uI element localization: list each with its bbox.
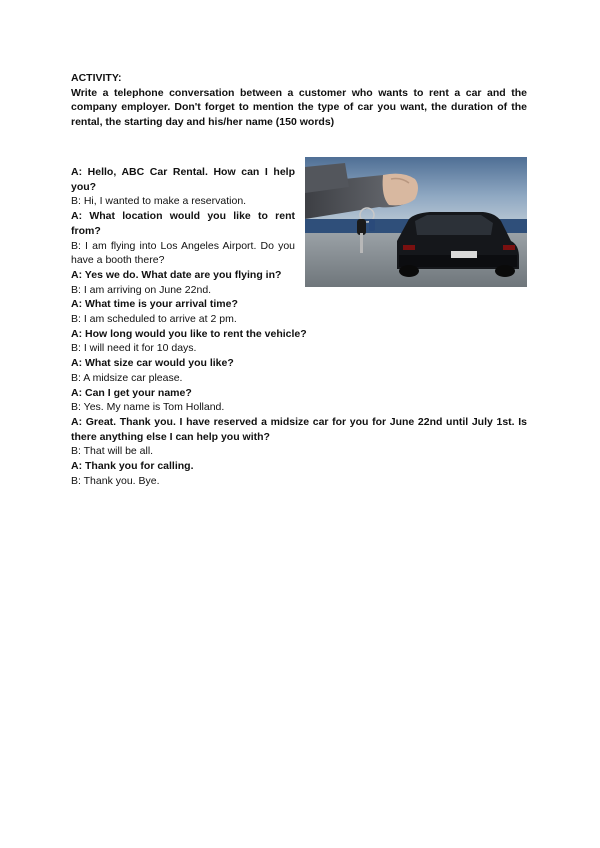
dialogue-line: A: How long would you like to rent the vehicle? — [71, 327, 307, 340]
dialogue-line: B: Yes. My name is Tom Holland. — [71, 401, 225, 414]
dialogue-line: B: I am flying into Los Angeles Airport. Do you have a booth there? — [71, 239, 295, 267]
dialogue-line: B: I will need it for 10 days. — [71, 342, 197, 355]
activity-heading — [71, 71, 527, 129]
dialogue-line: B: I am arriving on June 22nd. — [71, 283, 212, 296]
dialogue-line: B: Hi, I wanted to make a reservation. — [71, 195, 247, 208]
dialogue-line: A: Hello, ABC Car Rental. How can I help you? — [71, 166, 295, 193]
dialogue-line: B: I am scheduled to arrive at 2 pm. — [71, 313, 237, 326]
dialogue-line: A: What time is your arrival time? — [71, 298, 238, 311]
activity-instructions: Write a telephone conversation between a customer who wants to rent a car and the company employer. Don't forget to mention the type of car you want, the duration of the rental, the starting day and his/her name (150 words) — [71, 86, 527, 128]
dialogue-line: A: Thank you for calling. — [71, 460, 194, 473]
dialogue-line: B: Thank you. Bye. — [71, 474, 160, 487]
dialogue-line: A: What size car would you like? — [71, 357, 234, 370]
dialogue-line: A: Yes we do. What date are you flying in? — [71, 268, 282, 281]
dialogue — [71, 165, 527, 488]
dialogue-line: B: That will be all. — [71, 445, 154, 458]
activity-title: ACTIVITY: — [71, 72, 122, 84]
dialogue-line: A: Great. Thank you. I have reserved a midsize car for you for June 22nd until July 1st. Is there anything else I can help you with? — [71, 415, 527, 443]
dialogue-line: A: Can I get your name? — [71, 386, 192, 399]
dialogue-line: A: What location would you like to rent from? — [71, 210, 295, 237]
dialogue-line: B: A midsize car please. — [71, 371, 183, 384]
